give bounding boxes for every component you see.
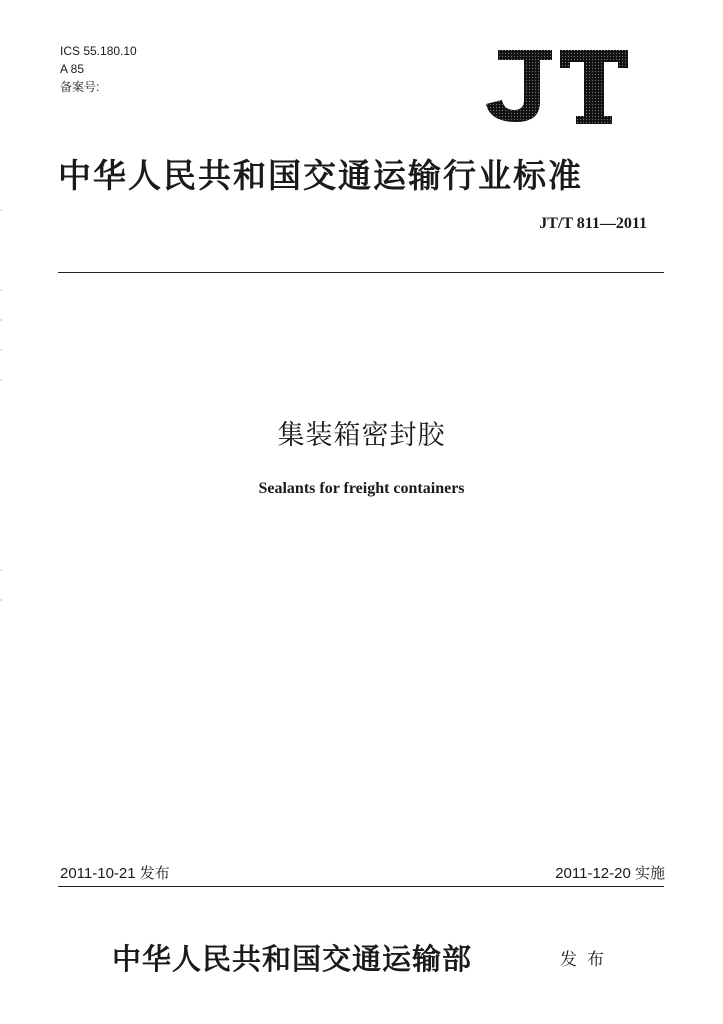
english-title: Sealants for freight containers [258,480,465,497]
standard-number: JT/T 811—2011 [539,215,647,232]
issue-date: 2011-10-21 发布 [60,865,170,882]
issuing-authority: 中华人民共和国交通运输部 [112,942,473,976]
issue-action: 发布 [560,950,614,970]
bottom-divider [58,886,664,887]
jt-logo [480,46,630,126]
ccs-code: A 85 [60,62,85,76]
ics-code: ICS 55.180.10 [60,44,137,58]
standard-category: 中华人民共和国交通运输行业标准 [58,156,583,195]
implementation-date: 2011-12-20 实施 [555,865,665,882]
scan-margin-marks [0,200,4,620]
chinese-title: 集装箱密封胶 [277,420,446,451]
top-divider [58,272,664,273]
classification-block [60,42,137,96]
record-number: 备案号: [60,80,100,94]
